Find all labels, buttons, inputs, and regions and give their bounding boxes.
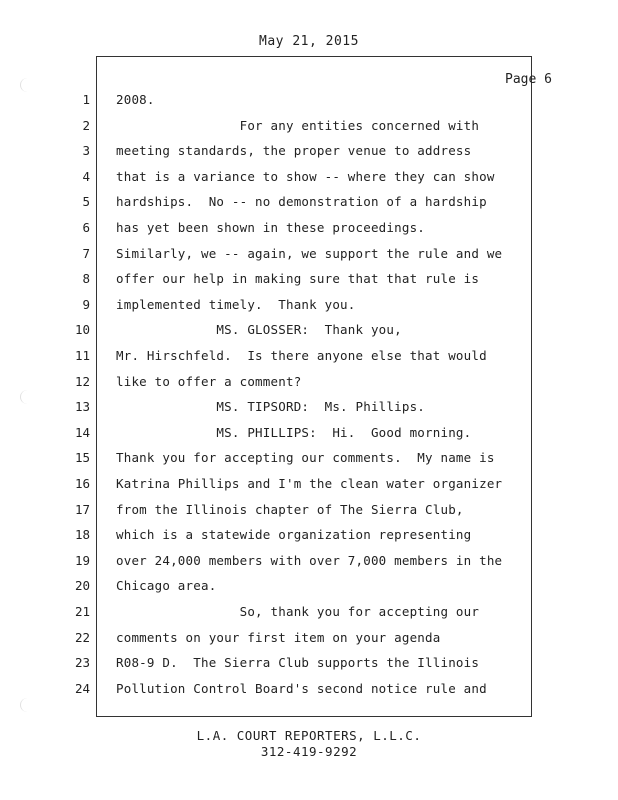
line-number: 21 bbox=[74, 604, 90, 619]
line-number: 12 bbox=[74, 373, 90, 389]
transcript-line bbox=[0, 139, 618, 165]
page-number: Page 6 bbox=[505, 72, 552, 87]
line-text: Katrina Phillips and I'm the clean water organizer bbox=[116, 476, 503, 491]
line-text: R08-9 D. The Sierra Club supports the Illinois bbox=[116, 655, 480, 671]
transcript-line bbox=[0, 293, 618, 319]
line-number: 2 bbox=[82, 117, 90, 133]
transcript-line bbox=[0, 88, 618, 114]
line-text: Chicago area. bbox=[116, 578, 217, 594]
line-text: Thank you for accepting our comments. My name is bbox=[116, 450, 495, 466]
reporter-company: L.A. COURT REPORTERS, L.L.C. bbox=[196, 728, 422, 743]
line-text: offer our help in making sure that that rule is bbox=[116, 271, 480, 287]
line-number: 15 bbox=[74, 450, 90, 466]
transcript-line bbox=[0, 421, 618, 447]
transcript-line bbox=[0, 626, 618, 652]
line-number: 17 bbox=[74, 501, 90, 517]
line-text: from the Illinois chapter of The Sierra Club, bbox=[116, 501, 464, 517]
line-text: Mr. Hirschfeld. Is there anyone else that would bbox=[116, 348, 487, 363]
line-text: meeting standards, the proper venue to address bbox=[116, 143, 472, 159]
transcript-line bbox=[0, 318, 618, 344]
line-number: 1 bbox=[82, 92, 90, 107]
line-text: MS. GLOSSER: Thank you, bbox=[116, 322, 402, 338]
line-number: 22 bbox=[74, 629, 90, 645]
line-number: 7 bbox=[82, 245, 90, 261]
line-number: 6 bbox=[82, 220, 90, 235]
transcript-line bbox=[0, 472, 618, 498]
transcript-line bbox=[0, 216, 618, 242]
line-number: 16 bbox=[74, 476, 90, 491]
reporter-footer bbox=[0, 728, 618, 760]
line-text: has yet been shown in these proceedings. bbox=[116, 220, 426, 235]
transcript-date: May 21, 2015 bbox=[259, 34, 359, 49]
line-text: So, thank you for accepting our bbox=[116, 604, 480, 619]
transcript-line bbox=[0, 267, 618, 293]
line-text: comments on your first item on your agenda bbox=[116, 629, 441, 645]
line-text: like to offer a comment? bbox=[116, 373, 302, 389]
line-text: implemented timely. Thank you. bbox=[116, 296, 356, 312]
transcript-line bbox=[0, 600, 618, 626]
line-text: For any entities concerned with bbox=[116, 117, 480, 133]
transcript-line bbox=[0, 344, 618, 370]
line-number: 20 bbox=[74, 578, 90, 594]
line-number: 8 bbox=[82, 271, 90, 287]
line-number: 9 bbox=[82, 296, 90, 312]
transcript-line bbox=[0, 523, 618, 549]
line-number: 4 bbox=[82, 168, 90, 184]
line-number: 14 bbox=[74, 424, 90, 440]
line-number: 23 bbox=[74, 655, 90, 671]
line-number: 13 bbox=[74, 399, 90, 415]
transcript-line bbox=[0, 498, 618, 524]
transcript-line bbox=[0, 242, 618, 268]
line-number: 24 bbox=[74, 680, 90, 696]
transcript-line bbox=[0, 395, 618, 421]
transcript-line bbox=[0, 190, 618, 216]
transcript-line bbox=[0, 651, 618, 677]
line-text: Pollution Control Board's second notice rule and bbox=[116, 680, 487, 696]
line-text: over 24,000 members with over 7,000 members in the bbox=[116, 552, 503, 568]
transcript-line bbox=[0, 370, 618, 396]
line-number: 5 bbox=[82, 194, 90, 210]
line-text: Similarly, we -- again, we support the rule and we bbox=[116, 245, 503, 261]
line-text: MS. PHILLIPS: Hi. Good morning. bbox=[116, 424, 472, 440]
transcript-line bbox=[0, 446, 618, 472]
line-number: 10 bbox=[74, 322, 90, 338]
line-number: 3 bbox=[82, 143, 90, 159]
transcript-line bbox=[0, 549, 618, 575]
line-text: 2008. bbox=[116, 92, 155, 107]
line-number: 18 bbox=[74, 527, 90, 543]
line-number: 19 bbox=[74, 552, 90, 568]
transcript-line bbox=[0, 165, 618, 191]
line-text: which is a statewide organization representing bbox=[116, 527, 472, 543]
line-text: MS. TIPSORD: Ms. Phillips. bbox=[116, 399, 426, 415]
line-text: that is a variance to show -- where they can show bbox=[116, 168, 495, 184]
transcript-line bbox=[0, 114, 618, 140]
line-text: hardships. No -- no demonstration of a hardship bbox=[116, 194, 487, 210]
transcript-line bbox=[0, 677, 618, 703]
line-number: 11 bbox=[74, 348, 90, 363]
reporter-phone: 312-419-9292 bbox=[260, 744, 358, 759]
transcript-line bbox=[0, 574, 618, 600]
